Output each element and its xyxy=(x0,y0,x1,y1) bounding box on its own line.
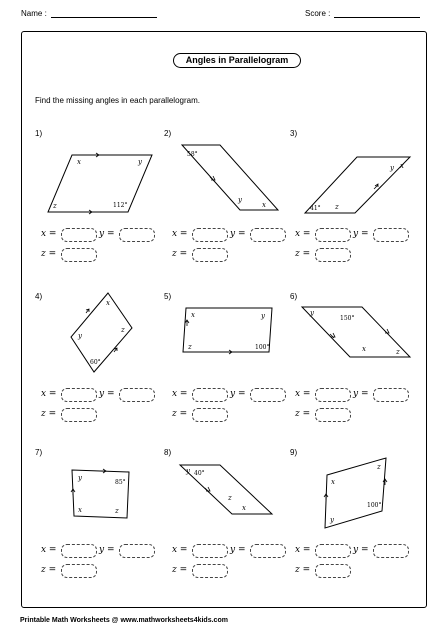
name-label: Name : xyxy=(21,9,47,18)
z-answer-box[interactable] xyxy=(315,248,351,262)
y-answer-box[interactable] xyxy=(373,388,409,402)
x-label: x = xyxy=(172,229,188,239)
angle-label-z: z xyxy=(115,507,119,515)
z-answer-box[interactable] xyxy=(61,408,97,422)
angle-label-x: x xyxy=(331,478,335,486)
problem-1-answers xyxy=(41,228,171,264)
problem-1-figure xyxy=(44,150,156,216)
angle-label-y: y xyxy=(330,516,334,524)
z-answer-box[interactable] xyxy=(315,564,351,578)
y-label: y = xyxy=(353,389,369,399)
z-answer-box[interactable] xyxy=(315,408,351,422)
problem-2-answers xyxy=(172,228,302,264)
angle-label-z: z xyxy=(53,202,57,210)
problem-7-number: 7) xyxy=(35,448,43,457)
angle-label-y: y xyxy=(78,332,82,340)
z-answer-box[interactable] xyxy=(61,248,97,262)
z-answer-box[interactable] xyxy=(61,564,97,578)
y-label: y = xyxy=(99,229,115,239)
given-angle: 40° xyxy=(194,470,205,477)
angle-label-z: z xyxy=(228,494,232,502)
angle-label-x: x xyxy=(78,506,82,514)
score-row xyxy=(305,8,420,18)
z-label: z = xyxy=(41,249,57,259)
given-angle: 85° xyxy=(115,479,126,486)
problem-4-figure xyxy=(68,290,134,374)
y-answer-box[interactable] xyxy=(373,544,409,558)
angle-label-y: y xyxy=(238,196,242,204)
y-answer-box[interactable] xyxy=(373,228,409,242)
problem-8-number: 8) xyxy=(164,448,172,457)
given-angle: 100° xyxy=(367,502,382,509)
problem-5-number: 5) xyxy=(164,292,172,301)
y-label: y = xyxy=(353,545,369,555)
angle-label-x: x xyxy=(262,201,266,209)
x-answer-box[interactable] xyxy=(61,228,97,242)
score-label: Score : xyxy=(305,9,331,18)
instruction-text: Find the missing angles in each parallelogram. xyxy=(35,96,200,105)
problem-8-figure xyxy=(178,462,274,516)
x-label: x = xyxy=(41,545,57,555)
angle-label-x: x xyxy=(362,345,366,353)
y-answer-box[interactable] xyxy=(250,228,286,242)
angle-label-z: z xyxy=(188,343,192,351)
problem-6-figure xyxy=(300,304,412,360)
problem-6-answers xyxy=(295,388,425,424)
problem-9-figure xyxy=(322,455,388,531)
angle-label-y: y xyxy=(261,312,265,320)
score-blank-line[interactable] xyxy=(334,8,420,18)
x-answer-box[interactable] xyxy=(192,388,228,402)
angle-label-z: z xyxy=(335,203,339,211)
angle-label-y: y xyxy=(310,309,314,317)
y-answer-box[interactable] xyxy=(119,228,155,242)
x-answer-box[interactable] xyxy=(315,388,351,402)
x-label: x = xyxy=(172,389,188,399)
given-angle: 60° xyxy=(90,359,101,366)
angle-label-x: x xyxy=(242,504,246,512)
worksheet-frame xyxy=(21,31,427,608)
z-label: z = xyxy=(172,409,188,419)
z-answer-box[interactable] xyxy=(192,408,228,422)
y-label: y = xyxy=(230,545,246,555)
y-answer-box[interactable] xyxy=(250,544,286,558)
problem-4-number: 4) xyxy=(35,292,43,301)
problem-7-answers xyxy=(41,544,171,580)
problem-3-number: 3) xyxy=(290,129,298,138)
problem-6-number: 6) xyxy=(290,292,298,301)
x-label: x = xyxy=(41,229,57,239)
problem-2-figure xyxy=(180,142,280,212)
z-answer-box[interactable] xyxy=(192,564,228,578)
y-label: y = xyxy=(353,229,369,239)
angle-label-z: z xyxy=(396,348,400,356)
x-answer-box[interactable] xyxy=(315,544,351,558)
z-label: z = xyxy=(295,565,311,575)
angle-label-x: x xyxy=(77,158,81,166)
y-label: y = xyxy=(99,545,115,555)
angle-label-x: x xyxy=(106,299,110,307)
angle-label-y: y xyxy=(186,467,190,475)
angle-label-z: z xyxy=(121,326,125,334)
x-answer-box[interactable] xyxy=(315,228,351,242)
name-row xyxy=(21,8,157,18)
given-angle: 41° xyxy=(310,205,321,212)
worksheet-title: Angles in Parallelogram xyxy=(173,53,301,68)
y-label: y = xyxy=(230,389,246,399)
y-answer-box[interactable] xyxy=(119,388,155,402)
angle-label-x: x xyxy=(400,162,404,170)
x-label: x = xyxy=(41,389,57,399)
y-label: y = xyxy=(99,389,115,399)
angle-label-z: z xyxy=(377,463,381,471)
given-angle: 112° xyxy=(113,202,128,209)
z-label: z = xyxy=(295,409,311,419)
x-answer-box[interactable] xyxy=(61,544,97,558)
problem-8-answers xyxy=(172,544,302,580)
x-answer-box[interactable] xyxy=(61,388,97,402)
name-blank-line[interactable] xyxy=(51,8,157,18)
problem-7-figure xyxy=(70,467,132,521)
z-label: z = xyxy=(41,409,57,419)
x-answer-box[interactable] xyxy=(192,544,228,558)
z-label: z = xyxy=(172,565,188,575)
footer-credit: Printable Math Worksheets @ www.mathworksheets4kids.com xyxy=(20,617,228,624)
problem-2-number: 2) xyxy=(164,129,172,138)
angle-label-y: y xyxy=(78,474,82,482)
problem-4-answers xyxy=(41,388,171,424)
x-answer-box[interactable] xyxy=(192,228,228,242)
y-answer-box[interactable] xyxy=(119,544,155,558)
z-answer-box[interactable] xyxy=(192,248,228,262)
angle-label-y: y xyxy=(138,158,142,166)
angle-label-x: x xyxy=(191,311,195,319)
problem-9-answers xyxy=(295,544,425,580)
z-label: z = xyxy=(295,249,311,259)
given-angle: 100° xyxy=(255,344,270,351)
y-label: y = xyxy=(230,229,246,239)
x-label: x = xyxy=(295,545,311,555)
z-label: z = xyxy=(172,249,188,259)
problem-3-figure xyxy=(302,154,414,216)
x-label: x = xyxy=(172,545,188,555)
problem-1-number: 1) xyxy=(35,129,43,138)
given-angle: 58° xyxy=(187,151,198,158)
z-label: z = xyxy=(41,565,57,575)
x-label: x = xyxy=(295,229,311,239)
problem-5-figure xyxy=(181,305,275,355)
x-label: x = xyxy=(295,389,311,399)
problem-5-answers xyxy=(172,388,302,424)
given-angle: 150° xyxy=(340,315,355,322)
problem-9-number: 9) xyxy=(290,448,298,457)
y-answer-box[interactable] xyxy=(250,388,286,402)
angle-label-y: y xyxy=(390,164,394,172)
problem-3-answers xyxy=(295,228,425,264)
